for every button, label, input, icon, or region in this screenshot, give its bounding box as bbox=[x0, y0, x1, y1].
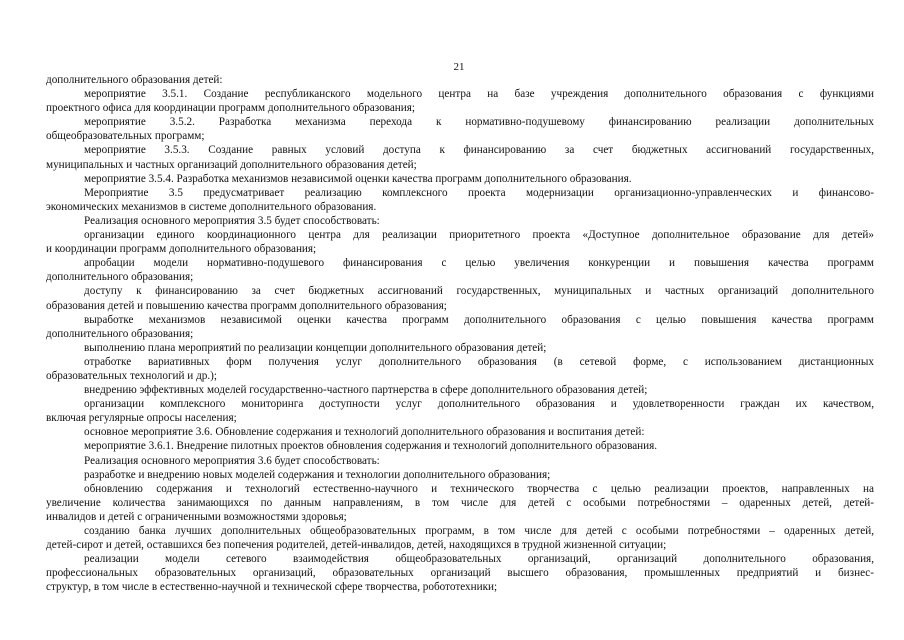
text-line: общеобразовательных программ; bbox=[46, 130, 205, 143]
text-line: внедрению эффективных моделей государственно-частного партнерства в сфере дополнительного образования детей; bbox=[84, 384, 648, 397]
text-line: выработке механизмов независимой оценки качества программ дополнительного образования с целью повышения качества программ bbox=[84, 313, 874, 326]
text-line: организации комплексного мониторинга доступности услуг дополнительного образования и удовлетворенности граждан их качеством, bbox=[84, 398, 874, 411]
text-line: мероприятие 3.5.1. Создание республиканского модельного центра на базе учреждения дополнительного образования с функциями bbox=[84, 88, 874, 101]
text-line: структур, в том числе в естественно-научной и технической сфере творчества, робототехники; bbox=[46, 581, 498, 594]
text-line: обновлению содержания и технологий естественно-научного и технического творчества с целью реализации проектов, направленных на bbox=[84, 482, 874, 495]
text-line: реализации модели сетевого взаимодействия общеобразовательных организаций, организаций дополнительного образования, bbox=[84, 553, 874, 566]
text-line: муниципальных и частных организаций дополнительного образования детей; bbox=[46, 158, 417, 171]
text-line: Реализация основного мероприятия 3.5 будет способствовать: bbox=[84, 214, 380, 227]
text-line: экономических механизмов в системе дополнительного образования. bbox=[46, 200, 377, 213]
text-line: и координации программ дополнительного образования; bbox=[46, 243, 317, 256]
text-line: отработке вариативных форм получения услуг дополнительного образования (в сетевой форме, с использованием дистанционных bbox=[84, 355, 874, 368]
text-line: детей-сирот и детей, оставшихся без попечения родителей, детей-инвалидов, детей, находящихся в трудной жизненной ситуации; bbox=[46, 539, 667, 552]
text-line: Реализация основного мероприятия 3.6 будет способствовать: bbox=[84, 454, 380, 467]
document-body bbox=[46, 73, 874, 594]
text-line: организации единого координационного центра для реализации приоритетного проекта «Доступное дополнительное образование для детей» bbox=[84, 229, 874, 242]
text-line: включая регулярные опросы населения; bbox=[46, 412, 237, 425]
text-line: доступу к финансированию за счет бюджетных ассигнований государственных, муниципальных и частных организаций дополнительного bbox=[84, 285, 874, 298]
text-line: увеличение количества занимающихся по данным направлениям, в том числе для детей с особыми потребностями – одаренных детей, детей- bbox=[46, 496, 874, 509]
page-number: 21 bbox=[453, 61, 465, 73]
text-line: Мероприятие 3.5 предусматривает реализацию комплексного проекта модернизации организационно-управленческих и финансово- bbox=[84, 186, 874, 199]
text-line: образовательных технологий и др.); bbox=[46, 369, 218, 382]
text-line: дополнительного образования; bbox=[46, 271, 194, 284]
text-line: мероприятие 3.5.4. Разработка механизмов независимой оценки качества программ дополнительного образования. bbox=[84, 172, 632, 185]
text-line: созданию банка лучших дополнительных общеобразовательных программ, в том числе для детей с особыми потребностями – одаренных детей, bbox=[84, 525, 874, 537]
text-line: инвалидов и детей с ограниченными возможностями здоровья; bbox=[46, 510, 347, 523]
text-line: профессиональных образовательных организаций, образовательных организаций высшего образования, промышленных предприятий и бизнес- bbox=[46, 567, 874, 580]
text-line: мероприятие 3.5.3. Создание равных условий доступа к финансированию за счет бюджетных ассигнований государственных, bbox=[84, 144, 874, 157]
text-line: мероприятие 3.6.1. Внедрение пилотных проектов обновления содержания и технологий дополнительного образования. bbox=[84, 440, 658, 453]
text-line: дополнительного образования детей: bbox=[46, 74, 223, 86]
text-line: апробации модели нормативно-подушевого финансирования с целью увеличения конкуренции и повышения качества программ bbox=[84, 257, 874, 270]
text-line: разработке и внедрению новых моделей содержания и технологии дополнительного образования; bbox=[84, 468, 551, 481]
text-line: выполнению плана мероприятий по реализации концепции дополнительного образования детей; bbox=[84, 341, 547, 354]
text-line: мероприятие 3.5.2. Разработка механизма перехода к нормативно-подушевому финансированию реализации дополнительных bbox=[84, 116, 874, 129]
text-line: проектного офиса для координации программ дополнительного образования; bbox=[46, 102, 416, 115]
text-line: дополнительного образования; bbox=[46, 327, 194, 340]
text-line: основное мероприятие 3.6. Обновление содержания и технологий дополнительного образования и воспитания детей: bbox=[84, 426, 645, 439]
text-line: образования детей и повышению качества программ дополнительного образования; bbox=[46, 299, 447, 312]
